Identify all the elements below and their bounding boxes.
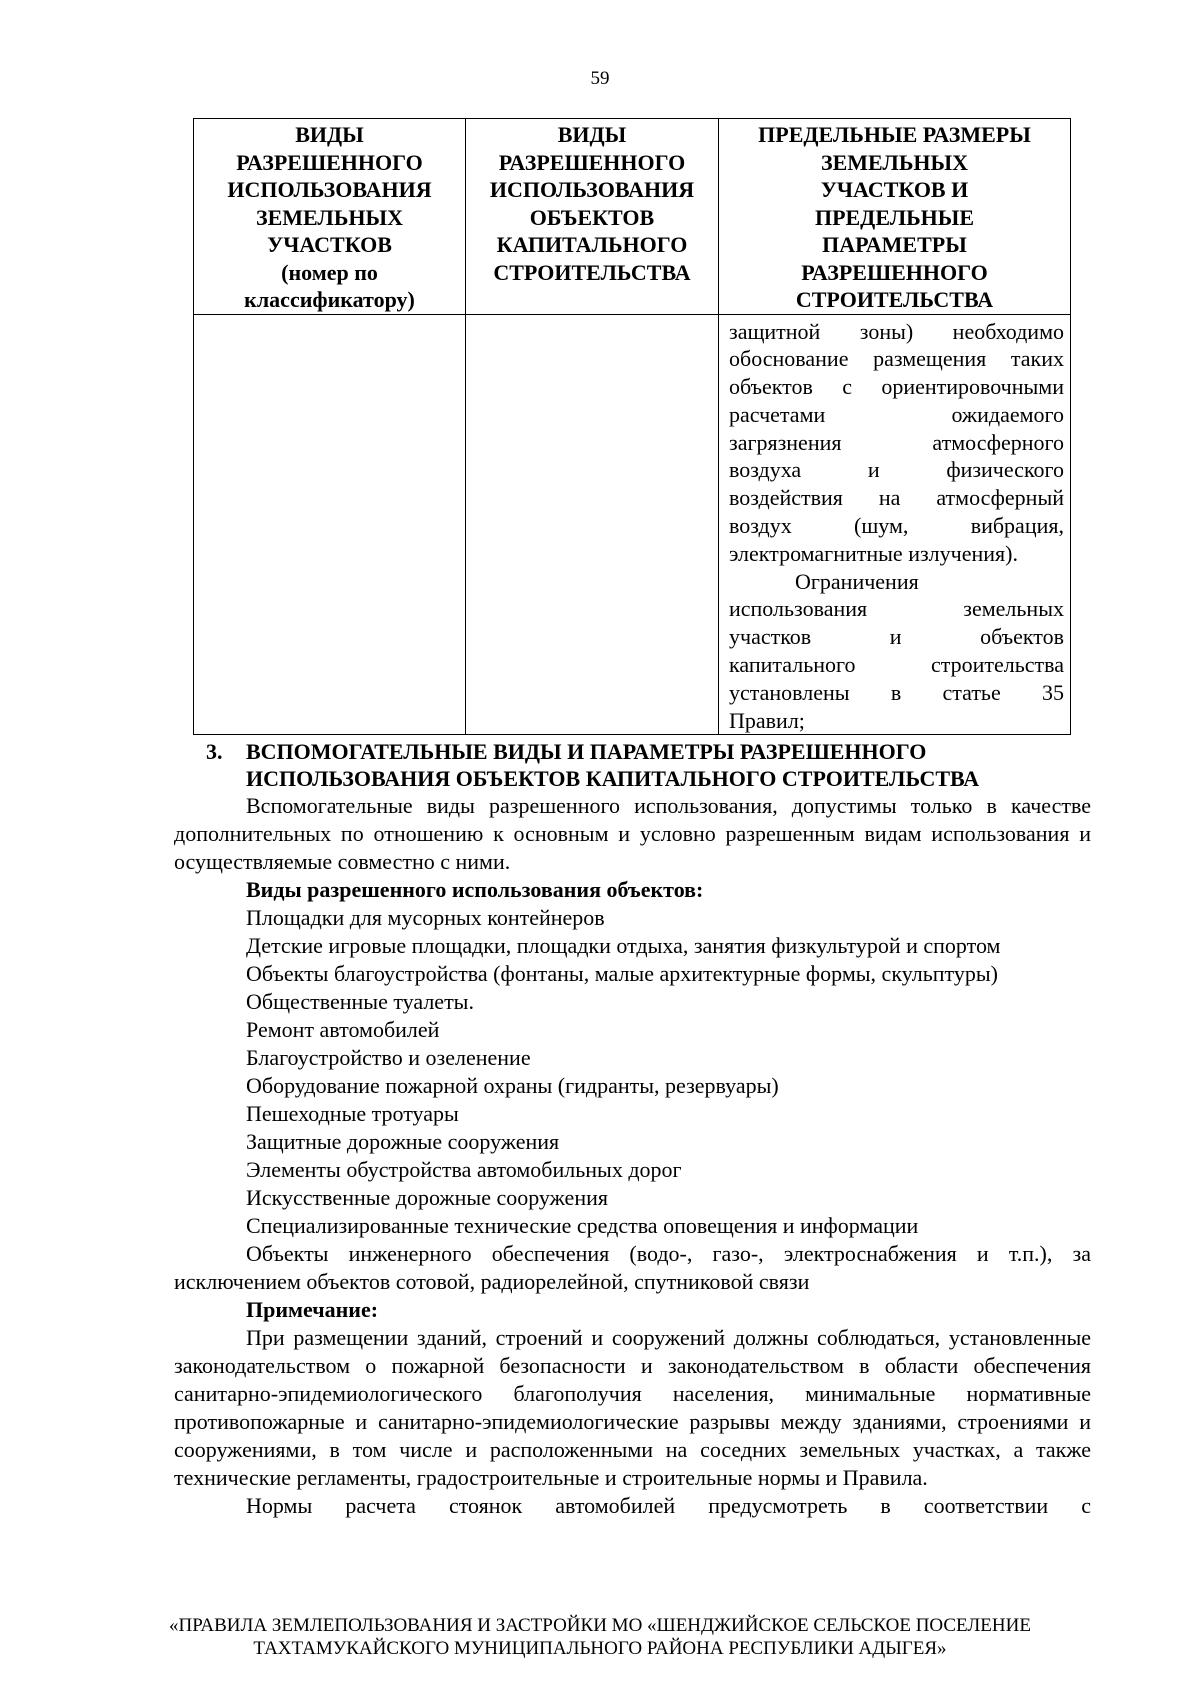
- list-item: Детские игровые площадки, площадки отдыха, занятия физкультурой и спортом: [246, 933, 1001, 958]
- footer-line2: ТАХТАМУКАЙСКОГО МУНИЦИПАЛЬНОГО РАЙОНА РЕСПУБЛИКИ АДЫГЕЯ»: [253, 1638, 947, 1659]
- cell-line: участков и объектов: [729, 624, 1064, 650]
- list-item: Элементы обустройства автомобильных дорог: [246, 1157, 682, 1182]
- list-item: Ремонт автомобилей: [246, 1017, 440, 1042]
- section-body: [174, 792, 1091, 1520]
- note-paragraph: При размещении зданий, строений и сооружений должны соблюдаться, установленные законодательством о пожарной безопасности и законодательством в области обеспечения санитарно-эпидемиологического благополучия населения, минимальные нормативные противопожарные и санитарно-эпидемиологические разрывы между зданиями, строениями и сооружениями, в том числе и расположенными на соседних земельных участках, а также технические регламенты, градостроительные и строительные нормы и Правила.: [174, 1325, 1091, 1490]
- section-title-line2: ИСПОЛЬЗОВАНИЯ ОБЪЕКТОВ КАПИТАЛЬНОГО СТРОИТЕЛЬСТВА: [246, 766, 980, 791]
- cell-line: воздух (шум, вибрация,: [729, 513, 1064, 539]
- list-item-engineering: Объекты инженерного обеспечения (водо-, газо-, электроснабжения и т.п.), за исключением объектов сотовой, радиорелейной, спутниковой связи: [174, 1241, 1091, 1294]
- cell-line: расчетами ожидаемого: [729, 401, 1064, 427]
- land-use-table: [193, 118, 1071, 735]
- cell-line: Ограничения: [795, 568, 919, 594]
- footer-line1: «ПРАВИЛА ЗЕМЛЕПОЛЬЗОВАНИЯ И ЗАСТРОЙКИ МО «ШЕНДЖИЙСКОЕ СЕЛЬСКОЕ ПОСЕЛЕНИЕ: [169, 1615, 1031, 1636]
- cell-line: Правил;: [729, 707, 805, 733]
- list-item: Специализированные технические средства оповещения и информации: [246, 1213, 919, 1238]
- table-cell-parameters-text: [719, 314, 1071, 735]
- section-number: 3.: [206, 739, 223, 764]
- table-cell-empty: [194, 314, 466, 735]
- list-item: Искусственные дорожные сооружения: [246, 1185, 608, 1210]
- list-item: Оборудование пожарной охраны (гидранты, резервуары): [246, 1073, 779, 1098]
- cell-line: обоснование размещения таких: [729, 346, 1064, 372]
- page-footer: [0, 1614, 1200, 1660]
- cell-line: воздействия на атмосферный: [729, 485, 1064, 511]
- header-land-use-types: ВИДЫ РАЗРЕШЕННОГО ИСПОЛЬЗОВАНИЯ ЗЕМЕЛЬНЫХ УЧАСТКОВ (номер по классификатору): [194, 119, 466, 315]
- cell-line: капитального строительства: [729, 652, 1064, 678]
- cell-line: электромагнитные излучения).: [729, 540, 1018, 566]
- list-item: Площадки для мусорных контейнеров: [246, 905, 605, 930]
- note-heading: Примечание:: [246, 1297, 379, 1322]
- cell-line: загрязнения атмосферного: [729, 429, 1064, 455]
- list-heading: Виды разрешенного использования объектов:: [246, 877, 704, 902]
- cell-line: воздуха и физического: [729, 457, 1064, 483]
- header-limit-parameters: ПРЕДЕЛЬНЫЕ РАЗМЕРЫ ЗЕМЕЛЬНЫХ УЧАСТКОВ И ПРЕДЕЛЬНЫЕ ПАРАМЕТРЫ РАЗРЕШЕННОГО СТРОИТЕЛЬСТВА: [719, 119, 1071, 315]
- cell-line: установлены в статье 35: [729, 679, 1064, 705]
- intro-paragraph: Вспомогательные виды разрешенного использования, допустимы только в качестве дополнительных по отношению к основным и условно разрешенным видам использования и осуществляемые совместно с ними.: [174, 793, 1091, 874]
- header-construction-use-types: ВИДЫ РАЗРЕШЕННОГО ИСПОЛЬЗОВАНИЯ ОБЪЕКТОВ КАПИТАЛЬНОГО СТРОИТЕЛЬСТВА: [466, 119, 719, 315]
- section-title-line1: ВСПОМОГАТЕЛЬНЫЕ ВИДЫ И ПАРАМЕТРЫ РАЗРЕШЕННОГО: [246, 739, 927, 764]
- section-heading: [206, 738, 1086, 792]
- page-number: 59: [590, 68, 610, 89]
- list-item: Защитные дорожные сооружения: [246, 1129, 560, 1154]
- table-header-row: [194, 119, 1071, 315]
- table-cell-empty: [466, 314, 719, 735]
- note-paragraph-parking: Нормы расчета стоянок автомобилей предусмотреть в соответствии с: [246, 1493, 1091, 1518]
- cell-line: использования земельных: [729, 596, 1064, 622]
- list-item: Общественные туалеты.: [246, 989, 474, 1014]
- cell-line: защитной зоны) необходимо: [729, 318, 1064, 344]
- table-row: [194, 314, 1071, 735]
- cell-line: объектов с ориентировочными: [729, 374, 1064, 400]
- list-item: Объекты благоустройства (фонтаны, малые архитектурные формы, скульптуры): [246, 961, 998, 986]
- list-item: Пешеходные тротуары: [246, 1101, 459, 1126]
- list-item: Благоустройство и озеленение: [246, 1045, 531, 1070]
